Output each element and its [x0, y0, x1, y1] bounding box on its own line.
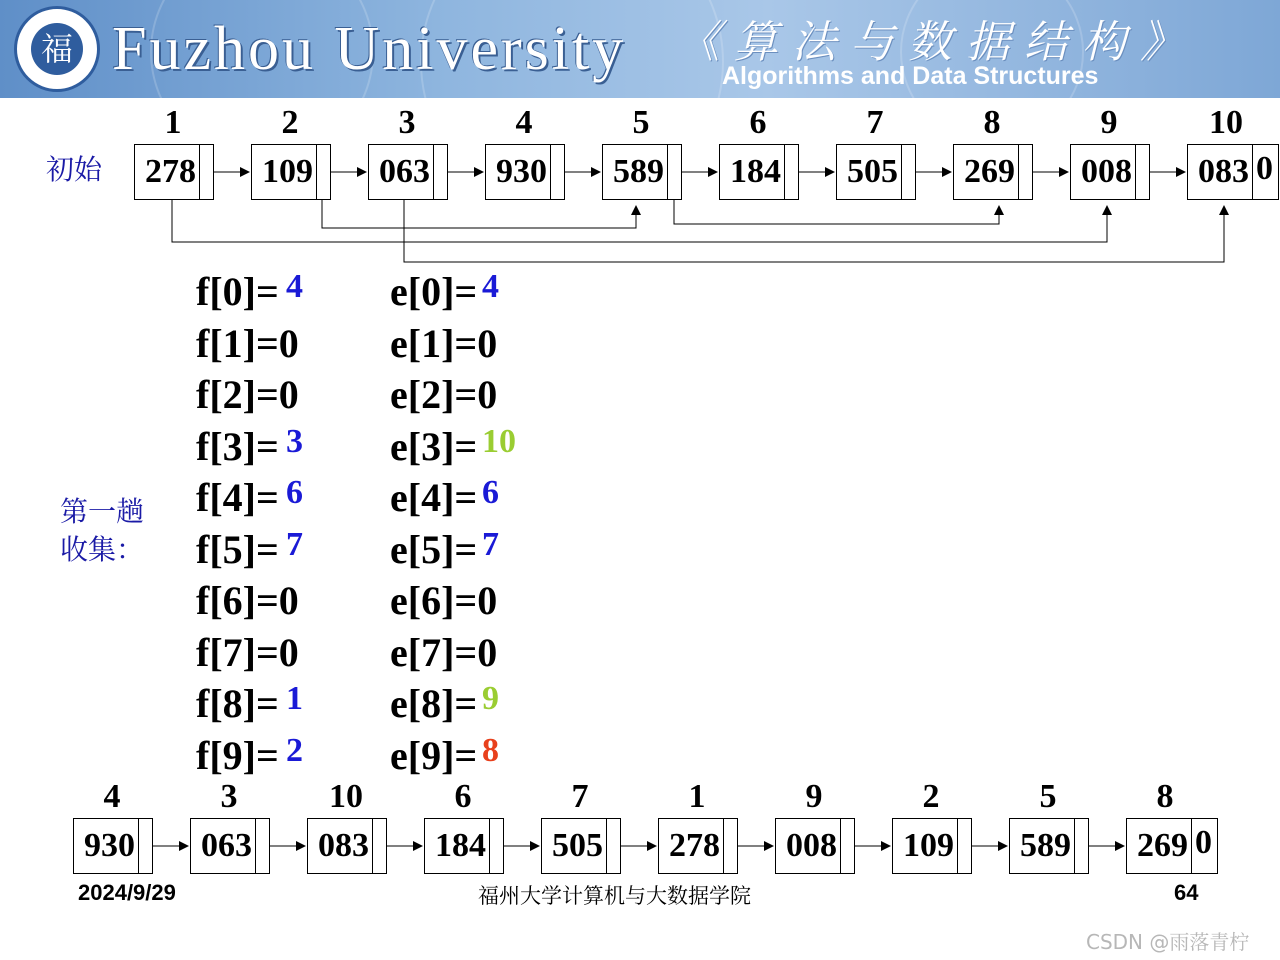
result-node-1 [73, 818, 153, 874]
node-key: 505 [552, 827, 603, 864]
link-1-to-9 [172, 200, 1107, 242]
node-key: 505 [847, 153, 898, 190]
logo-char: 福 [31, 23, 83, 75]
initial-index-3: 3 [398, 104, 416, 141]
node-pointer-divider [840, 819, 841, 873]
f-label-7: f[7]=0 [196, 629, 299, 675]
e-value-0: 4 [482, 268, 499, 305]
result-index-4: 6 [454, 778, 472, 815]
e-label-1: e[1]=0 [390, 320, 498, 366]
node-pointer-divider [667, 145, 668, 199]
result-node-9 [1009, 818, 1089, 874]
initial-node-9 [1070, 144, 1150, 200]
node-pointer-divider [1191, 819, 1192, 873]
node-key: 008 [1081, 153, 1132, 190]
e-value-9: 8 [482, 731, 499, 769]
e-label-0: e[0]= [390, 269, 478, 314]
node-key: 269 [964, 153, 1015, 190]
f-label-6: f[6]=0 [196, 578, 299, 623]
node-pointer-divider [901, 145, 902, 199]
f-value-3: 3 [286, 422, 303, 460]
node-key: 063 [201, 827, 252, 864]
node-key: 930 [496, 153, 547, 190]
result-index-3: 10 [329, 778, 363, 815]
queue-link-lines [172, 200, 1224, 262]
result-index-10: 8 [1156, 778, 1174, 815]
initial-node-1 [134, 144, 214, 200]
footer-date: 2024/9/29 [78, 880, 176, 905]
e-label-3: e[3]= [390, 423, 478, 469]
initial-index-4: 4 [515, 104, 533, 141]
node-pointer-divider [255, 819, 256, 873]
node-pointer-divider [489, 819, 490, 873]
node-pointer-divider [433, 145, 434, 199]
f-label-2: f[2]=0 [196, 372, 299, 417]
f-label-8: f[8]= [196, 681, 279, 726]
initial-node-5 [602, 144, 682, 200]
node-key: 008 [786, 827, 837, 864]
course-title-en: Algorithms and Data Structures [722, 62, 1099, 90]
node-pointer-divider [1018, 145, 1019, 199]
initial-index-9: 9 [1100, 104, 1118, 141]
result-index-6: 1 [688, 778, 706, 815]
result-node-4 [424, 818, 504, 874]
node-key: 278 [145, 153, 196, 190]
node-pointer-divider [372, 819, 373, 873]
f-label-5: f[5]= [196, 526, 279, 572]
e-label-9: e[9]= [390, 732, 478, 778]
initial-node-2 [251, 144, 331, 200]
initial-node-7 [836, 144, 916, 200]
node-key: 184 [730, 153, 781, 190]
e-value-3: 10 [482, 422, 516, 460]
result-index-5: 7 [571, 778, 589, 815]
null-pointer: 0 [1256, 150, 1273, 187]
e-label-8: e[8]= [390, 681, 478, 726]
node-key: 589 [1020, 827, 1071, 864]
node-pointer-divider [316, 145, 317, 199]
node-pointer-divider [550, 145, 551, 199]
node-pointer-divider [138, 819, 139, 873]
initial-index-7: 7 [866, 104, 884, 141]
result-index-7: 9 [805, 778, 823, 815]
result-index-1: 4 [103, 778, 121, 815]
result-node-3 [307, 818, 387, 874]
node-pointer-divider [606, 819, 607, 873]
e-value-8: 9 [482, 680, 499, 717]
footer-school: 福州大学计算机与大数据学院 [478, 884, 751, 908]
node-key: 063 [379, 153, 430, 190]
initial-node-8 [953, 144, 1033, 200]
result-node-10 [1126, 818, 1218, 874]
footer-page-number: 64 [1174, 880, 1199, 905]
initial-node-4 [485, 144, 565, 200]
collect-label-line2: 收集： [60, 533, 145, 566]
node-key: 269 [1137, 827, 1188, 864]
node-pointer-divider [784, 145, 785, 199]
result-index-2: 3 [220, 778, 238, 815]
f-label-3: f[3]= [196, 423, 279, 469]
f-value-4: 6 [286, 474, 303, 511]
node-pointer-divider [1135, 145, 1136, 199]
result-node-7 [775, 818, 855, 874]
course-title-cn: 《算法与数据结构》 [676, 17, 1198, 68]
collect-label-line1: 第一趟 [60, 495, 145, 528]
result-index-8: 2 [922, 778, 940, 815]
node-key: 278 [669, 827, 720, 864]
node-pointer-divider [723, 819, 724, 873]
f-label-4: f[4]= [196, 475, 279, 520]
f-value-8: 1 [286, 680, 303, 717]
node-key: 109 [903, 827, 954, 864]
node-key: 589 [613, 153, 664, 190]
initial-node-6 [719, 144, 799, 200]
node-key: 109 [262, 153, 313, 190]
initial-node-10 [1187, 144, 1279, 200]
result-node-6 [658, 818, 738, 874]
e-label-4: e[4]= [390, 475, 478, 520]
node-pointer-divider [1252, 145, 1253, 199]
f-value-5: 7 [286, 525, 303, 563]
result-node-8 [892, 818, 972, 874]
initial-index-1: 1 [164, 104, 182, 141]
initial-index-10: 10 [1209, 104, 1243, 141]
node-pointer-divider [199, 145, 200, 199]
result-node-5 [541, 818, 621, 874]
f-value-0: 4 [286, 268, 303, 305]
e-value-4: 6 [482, 474, 499, 511]
link-5-to-8 [674, 200, 999, 224]
initial-node-3 [368, 144, 448, 200]
university-name: Fuzhou University [112, 15, 627, 83]
node-key: 083 [1198, 153, 1249, 190]
f-label-0: f[0]= [196, 269, 279, 314]
node-key: 083 [318, 827, 369, 864]
node-key: 930 [84, 827, 135, 864]
initial-index-5: 5 [632, 104, 650, 141]
f-label-9: f[9]= [196, 732, 279, 778]
f-label-1: f[1]=0 [196, 320, 299, 366]
e-label-5: e[5]= [390, 526, 478, 572]
watermark: CSDN @雨落青柠 [1086, 930, 1250, 954]
node-key: 184 [435, 827, 486, 864]
e-label-6: e[6]=0 [390, 578, 498, 623]
node-pointer-divider [1074, 819, 1075, 873]
result-node-2 [190, 818, 270, 874]
initial-index-8: 8 [983, 104, 1001, 141]
link-2-to-5 [322, 200, 636, 228]
e-value-5: 7 [482, 525, 499, 563]
initial-index-6: 6 [749, 104, 767, 141]
initial-label: 初始 [46, 153, 103, 186]
link-3-to-10 [404, 200, 1224, 262]
e-label-2: e[2]=0 [390, 372, 498, 417]
f-value-9: 2 [286, 731, 303, 769]
null-pointer: 0 [1195, 824, 1212, 861]
initial-index-2: 2 [281, 104, 299, 141]
result-index-9: 5 [1039, 778, 1057, 815]
e-label-7: e[7]=0 [390, 629, 498, 675]
node-pointer-divider [957, 819, 958, 873]
